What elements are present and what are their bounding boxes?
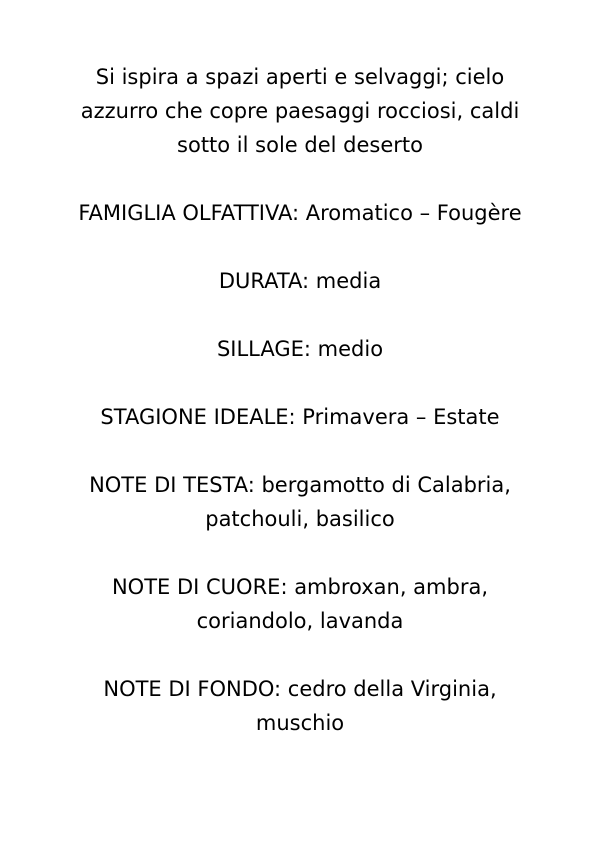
description-line-1: Si ispira a spazi aperti e selvaggi; cielo [95,65,505,89]
top-notes-line-2: patchouli, basilico [205,507,395,531]
fragrance-description [40,60,560,162]
sillage: SILLAGE: medio [216,337,384,361]
ideal-season: STAGIONE IDEALE: Primavera – Estate [100,405,500,429]
base-notes [40,672,560,740]
top-notes-line-1: NOTE DI TESTA: bergamotto di Calabria, [89,473,511,497]
base-notes-line-2: muschio [255,711,345,735]
olfactory-family: FAMIGLIA OLFATTIVA: Aromatico – Fougère [78,201,522,225]
duration: DURATA: media [218,269,382,293]
top-notes [40,468,560,536]
base-notes-line-1: NOTE DI FONDO: cedro della Virginia, [103,677,497,701]
heart-notes-line-2: coriandolo, lavanda [196,609,404,633]
heart-notes-line-1: NOTE DI CUORE: ambroxan, ambra, [111,575,489,599]
description-line-3: sotto il sole del deserto [177,133,423,157]
heart-notes [40,570,560,638]
description-line-2: azzurro che copre paesaggi rocciosi, caldi [80,99,520,123]
